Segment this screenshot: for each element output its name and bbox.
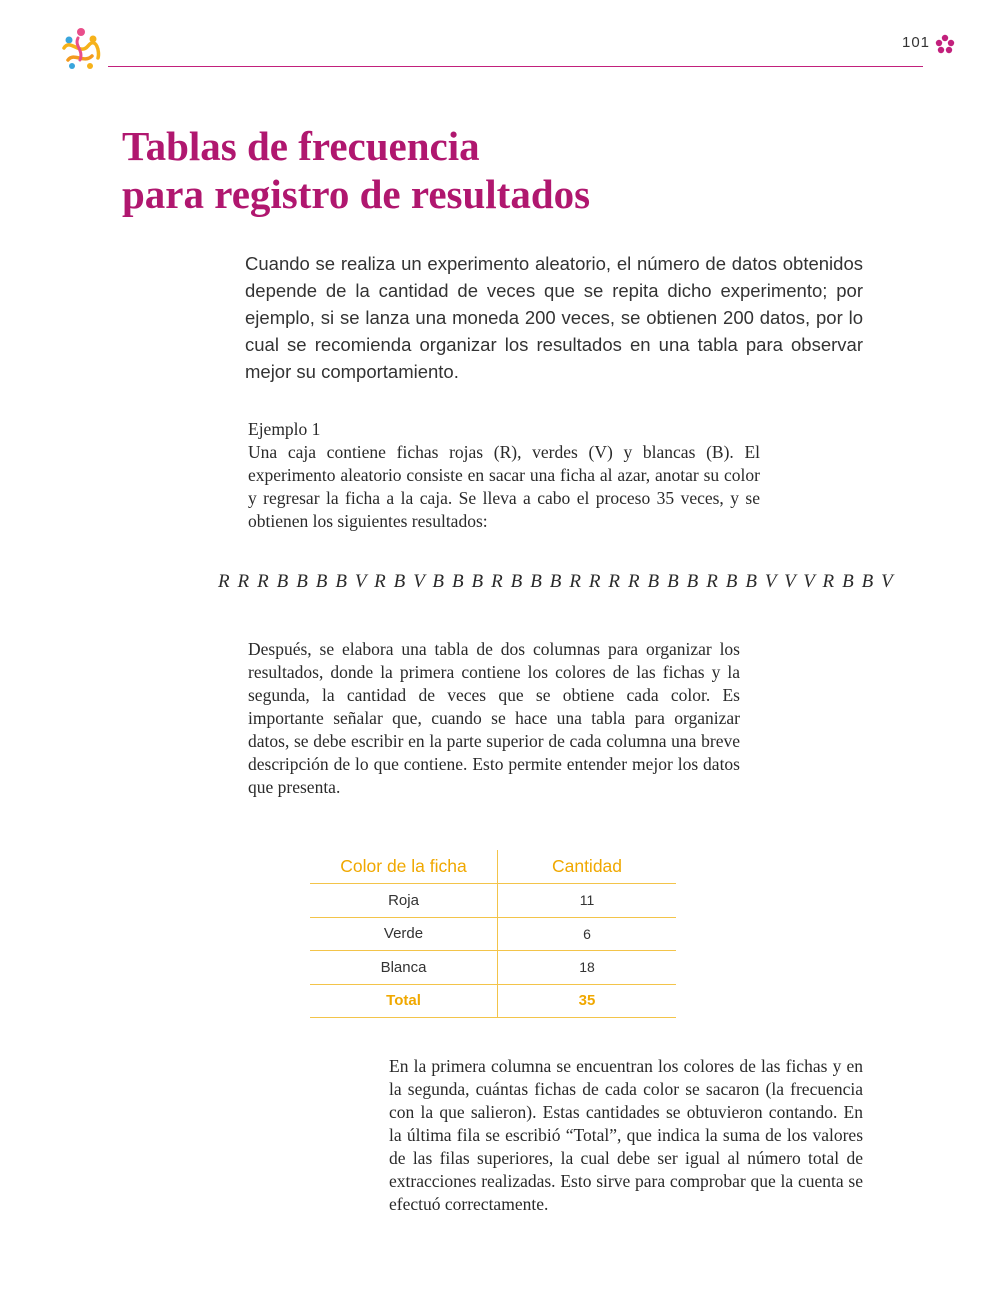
intro-paragraph: Cuando se realiza un experimento aleatorio, el número de datos obtenidos depende de la cantidad de veces que se repita dicho experimento; por ejemplo, si se lanza una moneda 200 veces, se obtienen 200 datos, por lo cual se recomienda organizar los resultados en una tabla para observar mejor su comportamiento. bbox=[245, 253, 863, 382]
row-quantity: 11 bbox=[579, 892, 595, 909]
flower-emblem-icon bbox=[934, 33, 956, 55]
total-value: 35 bbox=[578, 992, 596, 1010]
row-color: Roja bbox=[310, 884, 498, 917]
conclusion-paragraph: En la primera columna se encuentran los colores de las fichas y en la segunda, cuántas fichas de cada color se sacaron (la frecuencia con la que salieron). Estas cantidades se obtuvieron contando. En la última fila se escribió “Total”, que indica la suma de los valores de las filas superiores, la cual debe ser igual al número total de extracciones realizadas. Esto sirve para comprobar que la cuenta se efectuó correctamente. bbox=[389, 1056, 863, 1214]
page-number: 101 bbox=[902, 34, 931, 51]
table-total-row bbox=[310, 985, 676, 1019]
result-sequence: R R R B B B B V R B V B B B R B B B R R R R B B B R B B V V V R B B V bbox=[218, 571, 895, 592]
total-label: Total bbox=[310, 985, 498, 1018]
row-quantity: 6 bbox=[583, 925, 591, 942]
row-color: Blanca bbox=[310, 951, 498, 984]
row-color: Verde bbox=[310, 918, 498, 951]
page-title bbox=[122, 122, 590, 218]
example-text: Una caja contiene fichas rojas (R), verdes (V) y blancas (B). El experimento aleatorio consiste en sacar una ficha al azar, anotar su color y regresar la ficha a la caja. Se lleva a cabo el proceso 35 veces, y se obtienen los siguientes resultados: bbox=[248, 442, 760, 531]
header-quantity: Cantidad bbox=[551, 856, 623, 876]
school-logo-icon bbox=[58, 26, 104, 70]
table-row bbox=[310, 884, 676, 918]
table-row bbox=[310, 951, 676, 985]
header-rule bbox=[108, 66, 923, 67]
header-color: Color de la ficha bbox=[310, 850, 498, 883]
frequency-table bbox=[310, 850, 676, 1018]
row-quantity: 18 bbox=[579, 959, 595, 976]
table-header-row bbox=[310, 850, 676, 884]
explain-paragraph: Después, se elabora una tabla de dos columnas para organizar los resultados, donde la primera contiene los colores de las fichas y la segunda, la cantidad de veces que se obtiene cada color. Es importante señalar que, cuando se hace una tabla para organizar datos, se debe escribir en la parte superior de cada columna una breve descripción de lo que contiene. Esto permite entender mejor los datos que presenta. bbox=[248, 639, 740, 797]
table-row bbox=[310, 918, 676, 952]
example-block bbox=[248, 418, 760, 533]
example-heading: Ejemplo 1 bbox=[248, 419, 321, 439]
title-line-2: para registro de resultados bbox=[122, 171, 591, 217]
title-line-1: Tablas de frecuencia bbox=[122, 123, 480, 169]
